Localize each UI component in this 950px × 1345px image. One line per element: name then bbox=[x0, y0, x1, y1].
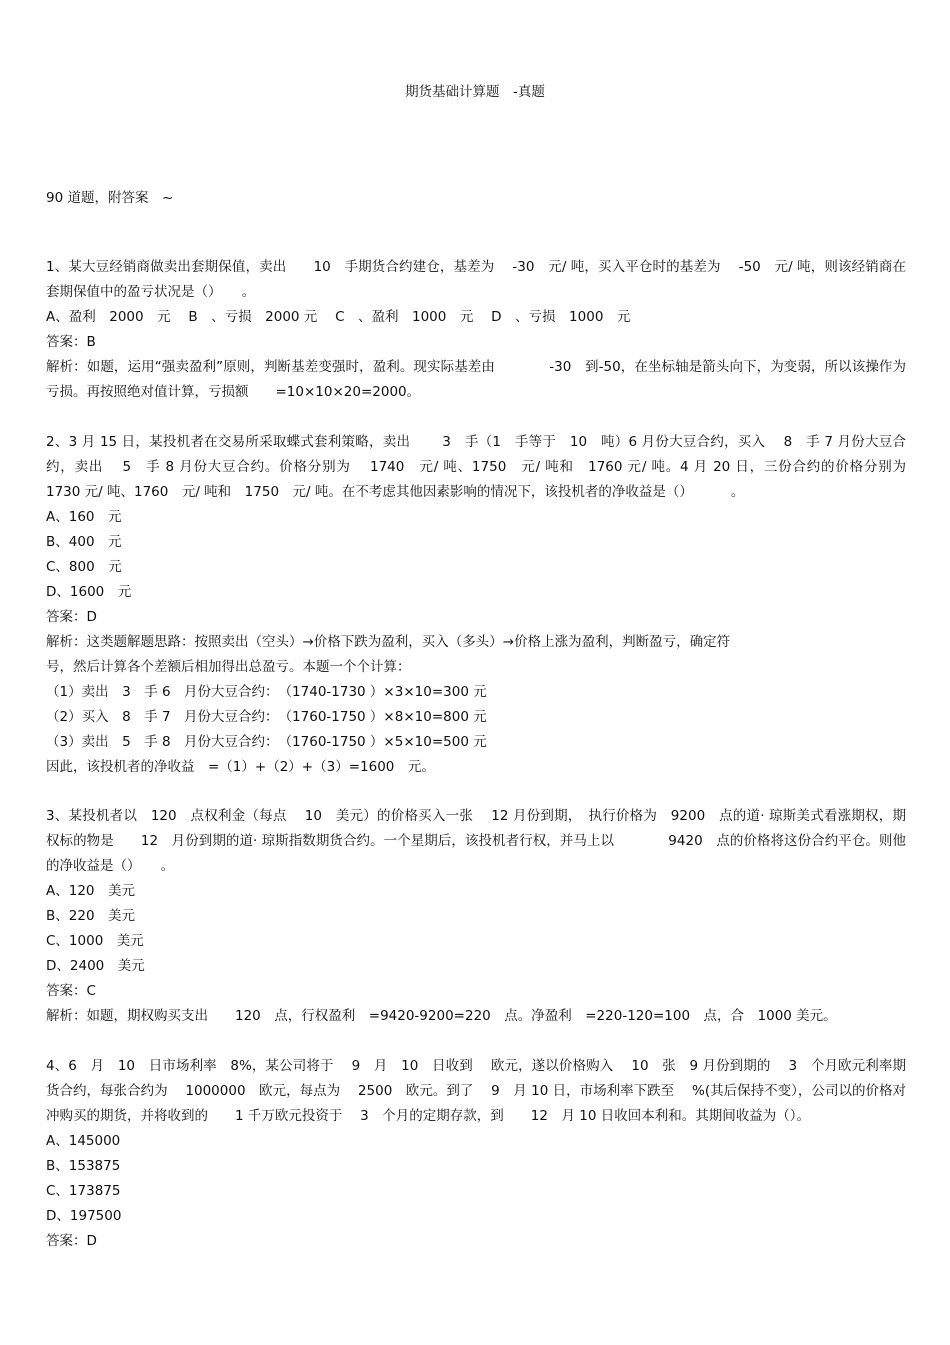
question-2-option-a: A、160 元 bbox=[46, 509, 122, 525]
question-3 bbox=[46, 804, 906, 1029]
question-2-analysis-line-2: 号，然后计算各个差额后相加得出总盈亏。本题一个个计算： bbox=[46, 659, 411, 675]
question-3-option-b: B、220 美元 bbox=[46, 908, 136, 924]
question-3-option-d: D、2400 美元 bbox=[46, 958, 145, 974]
question-2-calc-1: （1）卖出 3 手 6 月份大豆合约： （1740-1730 ）×3×10=300 元 bbox=[46, 684, 487, 700]
question-3-option-a: A、120 美元 bbox=[46, 883, 136, 899]
question-2-analysis-line-1: 解析：这类题解题思路：按照卖出（空头）→价格下跌为盈利，买入（多头）→价格上涨为盈利，判断盈亏，确定符 bbox=[46, 634, 731, 650]
question-2-stem: 2、3 月 15 日，某投机者在交易所采取蝶式套利策略，卖出 3 手（1 手等于 10 吨）6 月份大豆合约，买入 8 手 7 月份大豆合约，卖出 5 手 8 月份大豆合约。价格分别为 1740 元/ 吨、1750 元/ 吨和 1760 元/ 吨。4 月 20 日，三份合约的价格分别为 1730 元/ 吨、1760 元/ 吨和 1750 元/ 吨。在不考虑其他因素影响的情况下，该投机者的净收益是（） 。 bbox=[46, 434, 920, 500]
question-2 bbox=[46, 430, 920, 780]
question-2-calc-3: （3）卖出 5 手 8 月份大豆合约： （1760-1750 ）×5×10=500 元 bbox=[46, 734, 487, 750]
question-1-analysis: 解析：如题，运用“强卖盈利”原则，判断基差变强时，盈利。现实际基差由 -30 到-50，在坐标轴是箭头向下，为变弱，所以该操作为亏损。再按照绝对值计算，亏损额 =10×10×20=2000。 bbox=[46, 359, 906, 400]
question-4-option-b: B、153875 bbox=[46, 1158, 121, 1174]
intro-text: 90 道题，附答案 ~ bbox=[46, 190, 174, 206]
question-4-answer: 答案：D bbox=[46, 1233, 97, 1249]
question-2-option-c: C、800 元 bbox=[46, 559, 122, 575]
question-4-stem: 4、6 月 10 日市场利率 8%，某公司将于 9 月 10 日收到 欧元，遂以价格购入 10 张 9 月份到期的 3 个月欧元利率期货合约，每张合约为 1000000 欧元，每点为 2500 欧元。到了 9 月 10 日，市场利率下跌至 %(其后保持不变），公司以的价格对冲购买的期货，并将收到的 1 千万欧元投资于 3 个月的定期存款，到 12 月 10 日收回本利和。其期间收益为（）。 bbox=[46, 1058, 906, 1124]
question-3-option-c: C、1000 美元 bbox=[46, 933, 144, 949]
question-2-calc-2: （2）买入 8 手 7 月份大豆合约： （1760-1750 ）×8×10=800 元 bbox=[46, 709, 487, 725]
question-3-analysis: 解析：如题，期权购买支出 120 点，行权盈利 =9420-9200=220 点。净盈利 =220-120=100 点，合 1000 美元。 bbox=[46, 1008, 837, 1024]
question-4-option-c: C、173875 bbox=[46, 1183, 121, 1199]
question-2-conclusion: 因此，该投机者的净收益 =（1）+（2）+（3）=1600 元。 bbox=[46, 759, 435, 775]
question-3-stem: 3、某投机者以 120 点权利金（每点 10 美元）的价格买入一张 12 月份到期， 执行价格为 9200 点的道· 琼斯美式看涨期权，期权标的物是 12 月份到期的道· 琼斯指数期货合约。一个星期后，该投机者行权，并马上以 9420 点的价格将这份合约平仓。则他的净收益是（） 。 bbox=[46, 808, 906, 874]
question-3-answer: 答案：C bbox=[46, 983, 96, 999]
question-1-answer: 答案：B bbox=[46, 334, 96, 350]
question-4-option-d: D、197500 bbox=[46, 1208, 122, 1224]
document-title: 期货基础计算题 -真题 bbox=[405, 84, 545, 100]
question-2-option-d: D、1600 元 bbox=[46, 584, 132, 600]
question-1 bbox=[46, 255, 906, 405]
question-4-option-a: A、145000 bbox=[46, 1133, 121, 1149]
question-4 bbox=[46, 1054, 906, 1254]
question-2-answer: 答案：D bbox=[46, 609, 97, 625]
question-1-stem: 1、某大豆经销商做卖出套期保值，卖出 10 手期货合约建仓，基差为 -30 元/ 吨，买入平仓时的基差为 -50 元/ 吨，则该经销商在套期保值中的盈亏状况是（） 。 bbox=[46, 259, 906, 300]
question-2-option-b: B、400 元 bbox=[46, 534, 122, 550]
question-1-options: A、盈利 2000 元 B 、亏损 2000 元 C 、盈利 1000 元 D 、亏损 1000 元 bbox=[46, 309, 631, 325]
